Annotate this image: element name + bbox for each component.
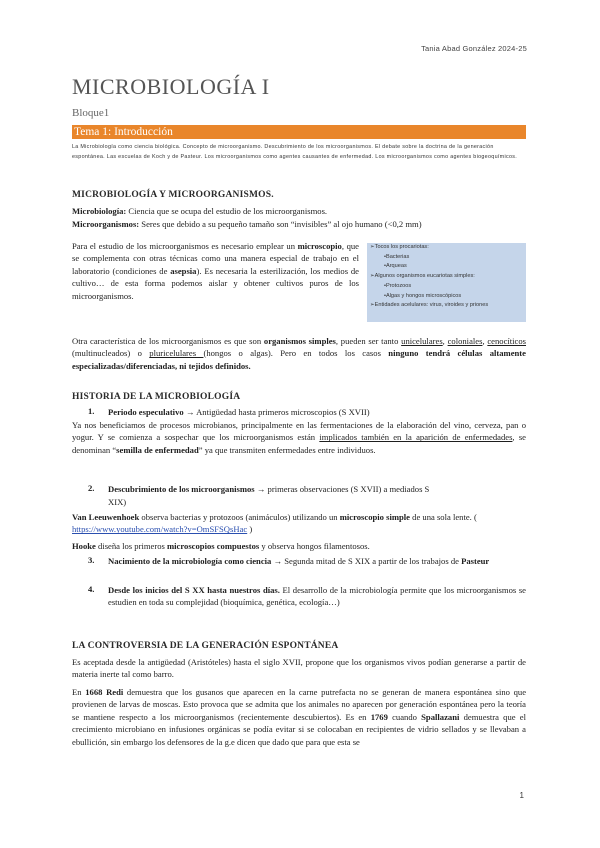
- paragraph-especulativo: [72, 419, 526, 456]
- bold-text: semilla de enfermedad: [116, 444, 199, 455]
- paragraph-redi: [72, 686, 526, 748]
- history-item-2: [108, 483, 528, 495]
- bold-text: Descubrimiento de los microorganismos: [108, 484, 255, 494]
- term: Microorganismos:: [72, 219, 140, 229]
- box-list-item: •Bacterias: [384, 253, 410, 260]
- bold-text: Periodo especulativo: [108, 407, 184, 417]
- text: demuestra que los gusanos que aparecen en la carne putrefacta no se generan de manera espontánea sino que provienen de larvas de moscas. Esto provoca que se admita que los animales no aparecen por generación espontánea pero la teoría se mantiene respecto a los microorganismos (recientemente descubiertos). Es en: [72, 687, 527, 722]
- text: , se denominan “: [72, 432, 526, 455]
- box-list-item: ➢Tocos los procariotas:: [370, 244, 429, 250]
- definition-microorganismos: [72, 218, 532, 230]
- history-item-4: [108, 584, 526, 609]
- box-list-item: ➢Entidades acelulares: virus, viroides y priones: [370, 302, 489, 309]
- box-list-item: •Protozoos: [384, 282, 412, 289]
- topic-abstract: La Microbiología como ciencia biológica. Concepto de microorganismo. Descubrimiento de los microorganismos. El debate sobre la doctrina de la generación espontánea. Las escuelas de Koch y de Pasteur. Los microorganismos como agentes causantes de enfermedad. Los microorganismos como agentes biogeoquímicos.: [72, 144, 518, 160]
- underlined-text: cenocíticos: [487, 336, 527, 346]
- bold-text: ninguno tendrá células altamente especializadas/diferenciadas, ni tejidos definidos.: [72, 348, 526, 371]
- text: diseña los primeros: [95, 541, 168, 551]
- section-heading-generacion-espontanea: LA CONTROVERSIA DE LA GENERACIÓN ESPONTÁNEA: [72, 641, 339, 651]
- definition-microbiologia: [72, 205, 532, 217]
- text: En: [72, 687, 86, 697]
- text: demuestra que el crecimiento microbiano en infusiones orgánicas se podía evitar si se colocaban en recipientes de vidrio sellados y se llevaban a ebullición, sin embargo los defensores de la g.e dicen que dado que para que esta se: [72, 711, 526, 747]
- text: ” ya que transmiten enfermedades entre individuos.: [198, 444, 376, 455]
- page-number: 1: [519, 791, 524, 800]
- text: , que se complementa con otras técnicas como una manera especial de trabajo en el laboratorio (condiciones de: [72, 241, 359, 276]
- text: → Antigüedad hasta primeros microscopios (S XVII): [183, 407, 370, 417]
- underlined-text: implicados también en la aparición de enfermedades: [319, 432, 513, 443]
- box-list-item: •Algas y hongos microscópicos: [384, 292, 462, 299]
- bold-text: Pasteur: [461, 556, 490, 566]
- definition-text: Ciencia que se ocupa del estudio de los microorganismos.: [126, 206, 328, 216]
- section-heading-historia: HISTORIA DE LA MICROBIOLOGÍA: [72, 392, 241, 402]
- list-number: 1.: [88, 406, 95, 416]
- bold-text: organismos simples: [263, 336, 336, 346]
- document-title: MICROBIOLOGÍA I: [72, 74, 270, 99]
- bold-text: Spallazani: [421, 711, 460, 722]
- topic-title: Tema 1: Introducción: [74, 126, 173, 138]
- text: El desarrollo de la microbiología permite que los microorganismos se estudien en toda su complejidad (bioquímica, genética, ecología…): [108, 585, 526, 608]
- history-item-3: [108, 555, 526, 567]
- underlined-text: pluricelulares: [149, 348, 204, 359]
- text: y observa hongos filamentosos.: [259, 541, 370, 551]
- bold-text: Nacimiento de la microbiología como ciencia: [108, 556, 272, 566]
- text: ). Es necesaria la esterilización, los medios de cultivo… de esta forma podemos aislar y obtener cultivos puros de los microorganismos.: [72, 265, 359, 301]
- text: Para el estudio de los microorganismos es necesario emplear un: [72, 241, 298, 251]
- text: observa bacterias y protozoos (animáculos) utilizando un: [139, 512, 340, 522]
- paragraph-aristoteles: Es aceptada desde la antigüedad (Aristóteles) hasta el siglo XVII, propone que los organismos vivos podían generarse a partir de materia inerte tal como barro.: [72, 657, 526, 680]
- list-number: 2.: [88, 483, 95, 493]
- text: ): [247, 524, 253, 535]
- bold-text: asepsia: [170, 265, 197, 276]
- paragraph-leeuwenhoek: [72, 511, 528, 536]
- box-list-item: •Arqueas: [384, 263, 407, 270]
- history-item-1: [108, 406, 528, 418]
- text: Otra característica de los microorganismos es que son: [72, 336, 264, 346]
- youtube-link[interactable]: https://www.youtube.com/watch?v=OmSFSQsHac: [72, 524, 248, 535]
- text: , pueden ser tanto: [335, 336, 402, 346]
- history-item-2-cont: XIX): [108, 497, 127, 507]
- paragraph-microscopio: [72, 240, 359, 302]
- bold-text: Desde los inicios del S XX hasta nuestros días.: [108, 585, 280, 595]
- author-header: Tania Abad González 2024-25: [421, 44, 527, 53]
- topic-banner: [72, 125, 526, 139]
- text: ,: [442, 336, 448, 346]
- list-number: 4.: [88, 584, 95, 594]
- bold-text: microscopio: [297, 241, 342, 251]
- bold-text: Hooke: [72, 541, 96, 551]
- bold-text: Van Leeuwenhoek: [72, 512, 140, 522]
- section-heading-microbiologia: MICROBIOLOGÍA Y MICROORGANISMOS.: [72, 190, 274, 200]
- bold-text: 1769: [370, 711, 388, 722]
- box-list: [367, 243, 526, 311]
- text: de una sola lente. (: [410, 512, 477, 522]
- bold-text: microscopio simple: [339, 512, 410, 522]
- paragraph-hooke: [72, 540, 528, 552]
- underlined-text: unicelulares: [401, 336, 443, 346]
- term: Microbiología:: [72, 206, 127, 216]
- paragraph-organismos-simples: [72, 335, 526, 372]
- box-list-item: ➢Algunos organismos eucariotas simples:: [370, 273, 475, 280]
- underlined-text: coloniales: [447, 336, 483, 346]
- microorganism-types-box: [367, 243, 526, 322]
- bold-text: microscopios compuestos: [167, 541, 260, 551]
- block-label: Bloque1: [72, 107, 110, 119]
- list-number: 3.: [88, 555, 95, 565]
- text: → Segunda mitad de S XIX a partir de los trabajos de: [271, 556, 462, 566]
- text: → primeras observaciones (S XVII) a mediados S: [254, 484, 430, 494]
- text: cuando: [387, 711, 422, 722]
- text: ,: [482, 336, 488, 346]
- bold-text: 1668 Redi: [85, 687, 124, 697]
- text: (multinucleados) o: [72, 348, 150, 359]
- text: Ya nos beneficiamos de procesos microbianos, principalmente en las fermentaciones de la elaboración del vino, cerveza, pan o yogur. Y se comienza a sospechar que los microorganismos están: [72, 420, 526, 443]
- text: (hongos o algas). Pero en todos los casos: [203, 348, 389, 359]
- definition-text: Seres que debido a su pequeño tamaño son “invisibles” al ojo humano (<0,2 mm): [139, 219, 422, 229]
